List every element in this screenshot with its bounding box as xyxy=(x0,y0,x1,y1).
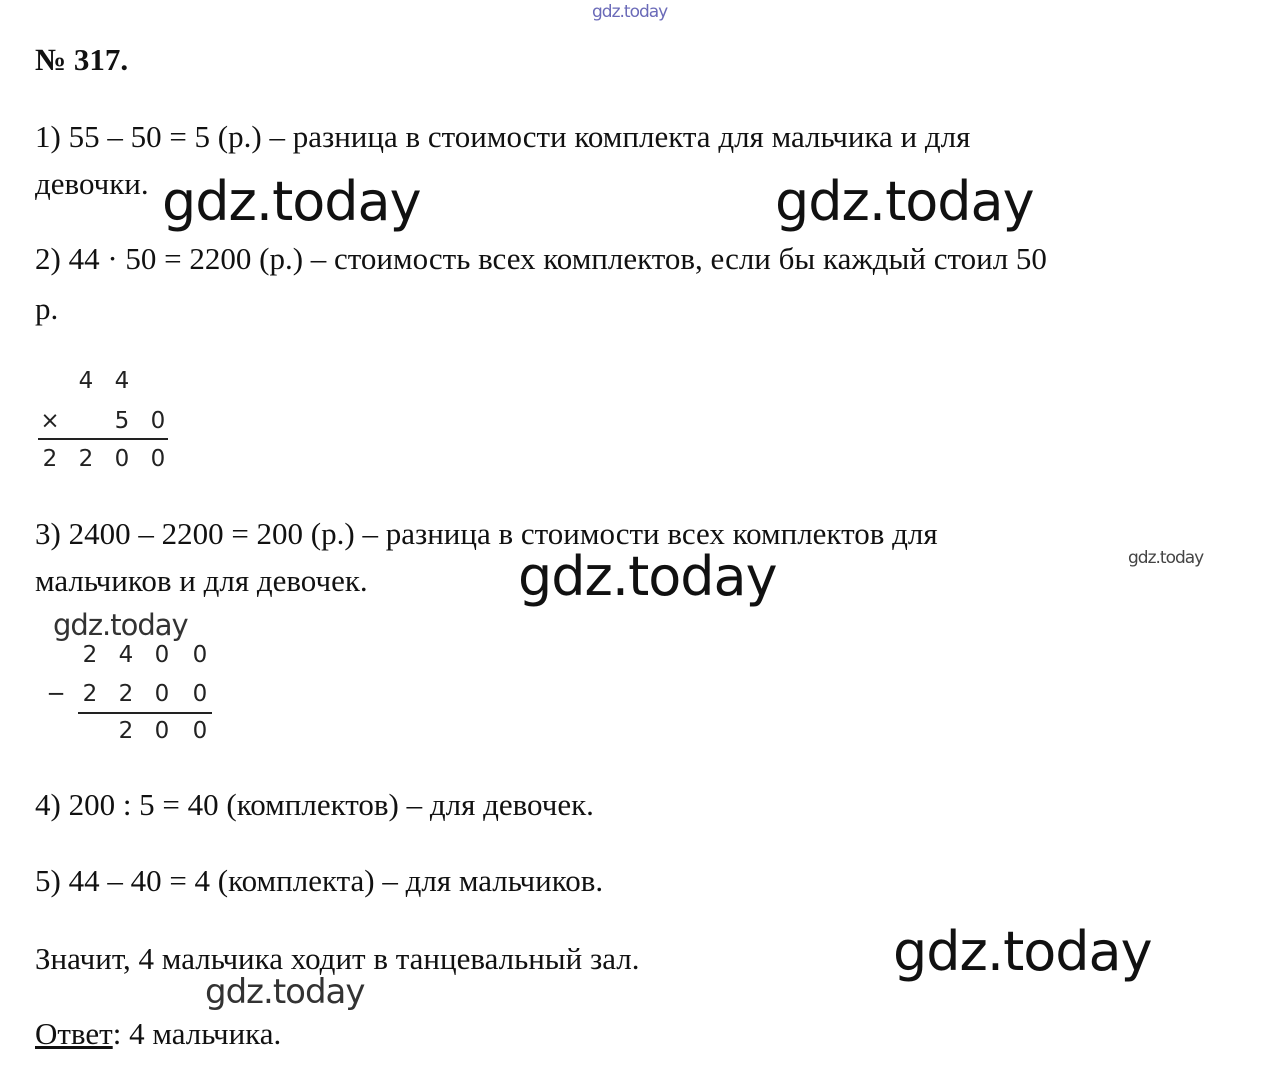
mult-digit: 0 xyxy=(150,446,166,472)
watermark-big-4: gdz.today xyxy=(893,920,1152,983)
step-4: 4) 200 : 5 = 40 (комплектов) – для девочек. xyxy=(35,787,594,822)
sub-digit: 0 xyxy=(154,642,170,668)
sub-digit: 4 xyxy=(118,642,134,668)
sub-divider xyxy=(78,712,212,714)
sub-digit: 0 xyxy=(192,718,208,744)
watermark-mid-bottom: gdz.today xyxy=(205,972,365,1012)
mult-digit: 2 xyxy=(42,446,58,472)
watermark-big-3: gdz.today xyxy=(518,545,777,608)
sub-digit: 2 xyxy=(118,681,134,707)
answer xyxy=(35,1016,281,1052)
mult-digit: 4 xyxy=(78,368,94,394)
sub-digit: 2 xyxy=(82,681,98,707)
step-2-line-2: р. xyxy=(35,291,59,326)
sub-digit: 0 xyxy=(192,681,208,707)
mult-digit: 0 xyxy=(114,446,130,472)
mult-digit: 0 xyxy=(150,408,166,434)
step-5: 5) 44 – 40 = 4 (комплекта) – для мальчиков. xyxy=(35,863,604,898)
sub-digit: 0 xyxy=(154,718,170,744)
watermark-mid-left: gdz.today xyxy=(53,608,188,642)
step-1-line-1: 1) 55 – 50 = 5 (р.) – разница в стоимости комплекта для мальчика и для xyxy=(35,119,971,154)
mult-digit: 5 xyxy=(114,408,130,434)
mult-divider xyxy=(38,438,168,440)
step-3-line-2: мальчиков и для девочек. xyxy=(35,563,368,598)
problem-number: № 317. xyxy=(35,42,129,77)
step-1-line-2: девочки. xyxy=(35,166,149,201)
answer-label: Ответ xyxy=(35,1016,113,1051)
sub-digit: 2 xyxy=(82,642,98,668)
subtraction-column xyxy=(42,642,222,752)
watermark-big-1: gdz.today xyxy=(162,170,421,233)
conclusion: Значит, 4 мальчика ходит в танцевальный зал. xyxy=(35,941,640,976)
multiplication-column xyxy=(38,368,178,478)
mult-digit: 2 xyxy=(78,446,94,472)
answer-text: : 4 мальчика. xyxy=(112,1016,282,1051)
watermark-top: gdz.today xyxy=(592,2,668,22)
minus-sign: − xyxy=(46,681,66,707)
sub-digit: 2 xyxy=(118,718,134,744)
sub-digit: 0 xyxy=(192,642,208,668)
step-3-line-1: 3) 2400 – 2200 = 200 (р.) – разница в стоимости всех комплектов для xyxy=(35,516,938,551)
mult-digit: 4 xyxy=(114,368,130,394)
multiply-sign: × xyxy=(40,408,60,434)
step-2-line-1: 2) 44 · 50 = 2200 (р.) – стоимость всех комплектов, если бы каждый стоил 50 xyxy=(35,241,1047,276)
watermark-big-2: gdz.today xyxy=(775,170,1034,233)
watermark-small-right: gdz.today xyxy=(1128,548,1204,568)
sub-digit: 0 xyxy=(154,681,170,707)
